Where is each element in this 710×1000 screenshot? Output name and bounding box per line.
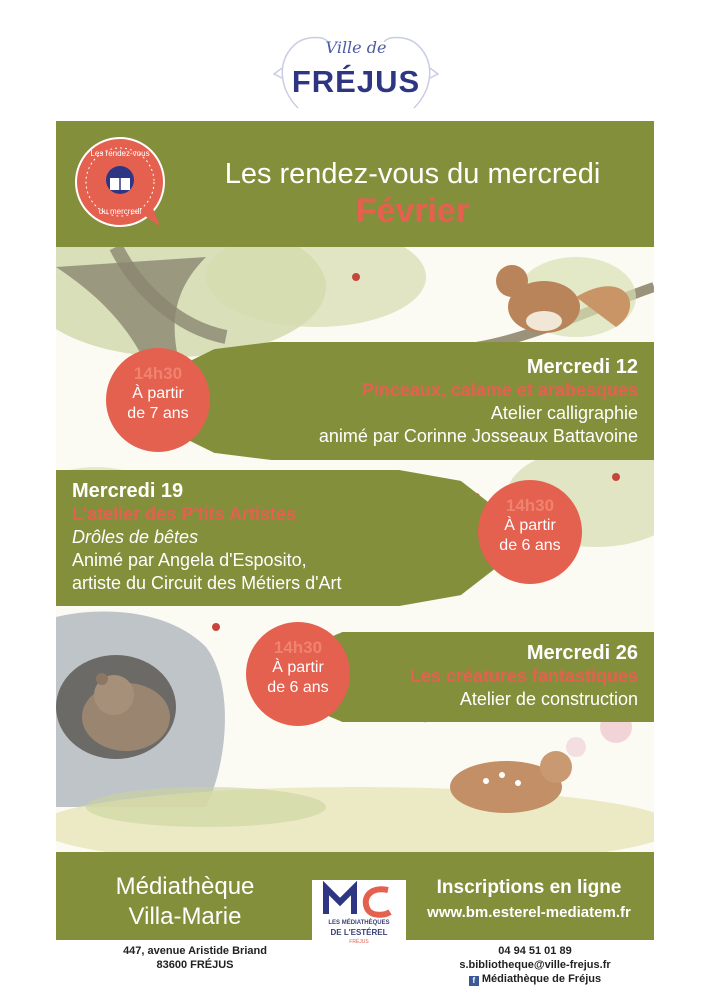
event-1-age-line1: À partir [132, 385, 184, 402]
signup-title: Inscriptions en ligne [436, 877, 622, 898]
event-2-time: 14h30 [505, 496, 555, 515]
event-3-time: 14h30 [273, 638, 323, 657]
event-1-time: 14h30 [133, 364, 183, 383]
logo-line3: FRÉJUS [349, 939, 369, 945]
contact-info [420, 944, 650, 986]
facebook-link[interactable] [420, 972, 650, 986]
page-title: Les rendez-vous du mercredi [224, 158, 601, 190]
event-2-age-line2: de 6 ans [499, 537, 561, 554]
svg-text:Les rendez-vous: Les rendez-vous [90, 149, 150, 158]
phone-number: 04 94 51 01 89 [498, 945, 572, 957]
event-2-host: Animé par Angela d'Esposito, [72, 550, 307, 570]
logo-ville-de: Ville de [325, 38, 387, 57]
event-1-activity: Atelier calligraphie [490, 403, 638, 423]
event-3-details [338, 642, 638, 711]
event-1-theme: Pinceaux, calame et arabesques [361, 380, 638, 400]
event-2-activity: Drôles de bêtes [72, 527, 199, 547]
email-link[interactable]: s.bibliotheque@ville-frejus.fr [459, 959, 611, 971]
me-monogram-icon [312, 880, 406, 920]
logo-line2: DE L'ESTÉREL [330, 928, 388, 937]
event-2-time-badge [478, 480, 582, 584]
event-1-age-line2: de 7 ans [127, 405, 189, 422]
address-line2: 83600 FRÉJUS [156, 959, 234, 971]
month-title: Février [355, 192, 470, 230]
address-line1: 447, avenue Aristide Briand [123, 945, 267, 957]
mediatheques-esterel-logo [312, 880, 406, 950]
facebook-icon: f [469, 976, 479, 986]
venue-name [70, 872, 300, 932]
event-3-age-line1: À partir [272, 659, 324, 676]
event-3-age-line2: de 6 ans [267, 679, 329, 696]
venue-line2: Villa-Marie [128, 903, 242, 930]
logo-city-name: FRÉJUS [291, 64, 421, 99]
event-3-time-badge [246, 622, 350, 726]
svg-text:du mercredi: du mercredi [98, 207, 142, 216]
logo-line1: LES MÉDIATHÈQUES [328, 920, 390, 926]
event-1-day: Mercredi 12 [526, 356, 638, 378]
event-3-theme: Les créatures fantastiques [409, 666, 638, 686]
ville-de-frejus-logo [268, 28, 444, 120]
address [90, 944, 300, 972]
event-2-age-line1: À partir [504, 517, 556, 534]
venue-line1: Médiathèque [115, 873, 255, 900]
event-2-host2: artiste du Circuit des Métiers d'Art [72, 573, 342, 593]
event-2-details [72, 480, 452, 595]
event-1-details [218, 356, 638, 448]
event-1-host: animé par Corinne Josseaux Battavoine [318, 426, 638, 446]
event-3-activity: Atelier de construction [459, 689, 638, 709]
online-signup [406, 876, 652, 926]
event-3-day: Mercredi 26 [526, 642, 638, 664]
event-2-theme: L'atelier des P'tits Artistes [72, 504, 296, 524]
event-2-day: Mercredi 19 [72, 480, 184, 502]
event-1-time-badge [106, 348, 210, 452]
signup-url-link[interactable]: www.bm.esterel-mediatem.fr [427, 904, 631, 921]
facebook-label: Médiathèque de Fréjus [481, 973, 602, 985]
